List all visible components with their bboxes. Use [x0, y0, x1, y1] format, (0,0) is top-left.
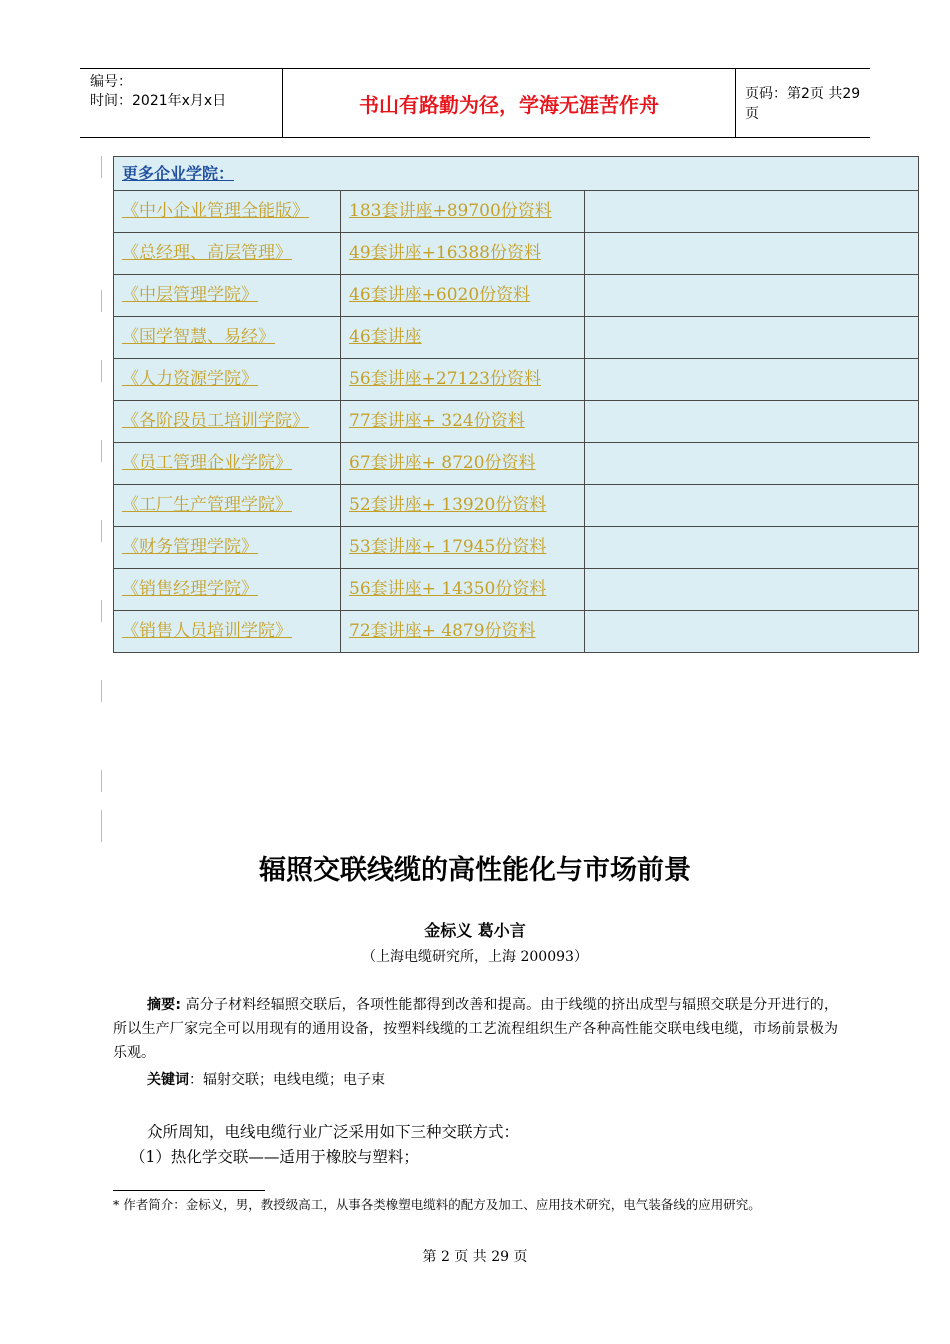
college-table: [113, 156, 919, 653]
empty-cell: [585, 275, 919, 317]
table-row: [114, 233, 919, 275]
time-label: 时间：2021年x月x日: [90, 93, 227, 109]
empty-cell: [585, 317, 919, 359]
page-footer: 第 2 页 共 29 页: [422, 1249, 528, 1265]
margin-mark: [101, 600, 102, 622]
number-label: 编号：: [90, 74, 132, 90]
college-resources-link[interactable]: 46套讲座+6020份资料: [349, 285, 531, 305]
margin-mark: [101, 520, 102, 542]
college-link[interactable]: 《人力资源学院》: [122, 369, 258, 389]
college-resources-link[interactable]: 49套讲座+16388份资料: [349, 243, 541, 263]
margin-mark: [101, 810, 102, 842]
table-row: [114, 275, 919, 317]
body-paragraph: 众所周知，电线电缆行业广泛采用如下三种交联方式：: [147, 1123, 520, 1141]
article-affiliation: （上海电缆研究所，上海 200093）: [362, 949, 588, 965]
abstract: [113, 993, 838, 1065]
college-resources-link[interactable]: 53套讲座+ 17945份资料: [349, 537, 547, 557]
footnote: * 作者简介：金标义，男，教授级高工，从事各类橡塑电缆料的配方及加工、应用技术研究，电气装备线的应用研究。: [113, 1197, 761, 1212]
header-page-code: 页码：第2页 共29页: [745, 86, 861, 122]
table-row: [114, 317, 919, 359]
college-resources-link[interactable]: 56套讲座+ 14350份资料: [349, 579, 547, 599]
empty-cell: [585, 191, 919, 233]
table-row: [114, 401, 919, 443]
table-row: [114, 443, 919, 485]
empty-cell: [585, 401, 919, 443]
margin-mark: [101, 360, 102, 382]
college-link[interactable]: 《财务管理学院》: [122, 537, 258, 557]
college-resources-link[interactable]: 56套讲座+27123份资料: [349, 369, 541, 389]
college-link[interactable]: 《员工管理企业学院》: [122, 453, 292, 473]
table-row: [114, 569, 919, 611]
college-resources-link[interactable]: 46套讲座: [349, 327, 422, 347]
header-info: [80, 69, 282, 137]
empty-cell: [585, 611, 919, 653]
college-resources-link[interactable]: 72套讲座+ 4879份资料: [349, 621, 536, 641]
page-header: [80, 68, 870, 138]
table-row: [114, 611, 919, 653]
abstract-text: 高分子材料经辐照交联后，各项性能都得到改善和提高。由于线缆的挤出成型与辐照交联是分开进行的，所以生产厂家完全可以用现有的通用设备，按塑料线缆的工艺流程组织生产各种高性能交联电线电缆，市场前景极为乐观。: [113, 997, 838, 1061]
college-link[interactable]: 《销售经理学院》: [122, 579, 258, 599]
table-row: [114, 191, 919, 233]
header-motto: 书山有路勤为径，学海无涯苦作舟: [282, 69, 736, 137]
article-title: 辐照交联线缆的高性能化与市场前景: [259, 855, 691, 886]
empty-cell: [585, 443, 919, 485]
college-link[interactable]: 《工厂生产管理学院》: [122, 495, 292, 515]
table-row: [114, 527, 919, 569]
college-link[interactable]: 《各阶段员工培训学院》: [122, 411, 309, 431]
margin-mark: [101, 440, 102, 462]
college-link[interactable]: 《中小企业管理全能版》: [122, 201, 309, 221]
empty-cell: [585, 527, 919, 569]
college-resources-link[interactable]: 52套讲座+ 13920份资料: [349, 495, 547, 515]
margin-mark: [101, 680, 102, 702]
keywords: [147, 1069, 385, 1089]
margin-mark: [101, 290, 102, 312]
college-resources-link[interactable]: 183套讲座+89700份资料: [349, 201, 552, 221]
article-authors: 金标义 葛小言: [424, 921, 526, 940]
keywords-label: 关键词: [147, 1072, 189, 1088]
college-resources-link[interactable]: 77套讲座+ 324份资料: [349, 411, 525, 431]
keywords-text: ：辐射交联；电线电缆；电子束: [189, 1072, 385, 1088]
margin-mark: [101, 156, 102, 178]
college-link[interactable]: 《总经理、高层管理》: [122, 243, 292, 263]
body-paragraph: （1）热化学交联——适用于橡胶与塑料；: [130, 1148, 419, 1166]
margin-mark: [101, 770, 102, 792]
empty-cell: [585, 359, 919, 401]
empty-cell: [585, 233, 919, 275]
college-link[interactable]: 《中层管理学院》: [122, 285, 258, 305]
college-resources-link[interactable]: 67套讲座+ 8720份资料: [349, 453, 536, 473]
footnote-divider: [113, 1190, 265, 1191]
more-colleges-link[interactable]: 更多企业学院：: [122, 164, 235, 183]
abstract-label: 摘要:: [147, 997, 181, 1013]
table-heading-row: [114, 157, 919, 191]
table-row: [114, 485, 919, 527]
table-row: [114, 359, 919, 401]
college-link[interactable]: 《国学智慧、易经》: [122, 327, 275, 347]
empty-cell: [585, 485, 919, 527]
empty-cell: [585, 569, 919, 611]
college-link[interactable]: 《销售人员培训学院》: [122, 621, 292, 641]
